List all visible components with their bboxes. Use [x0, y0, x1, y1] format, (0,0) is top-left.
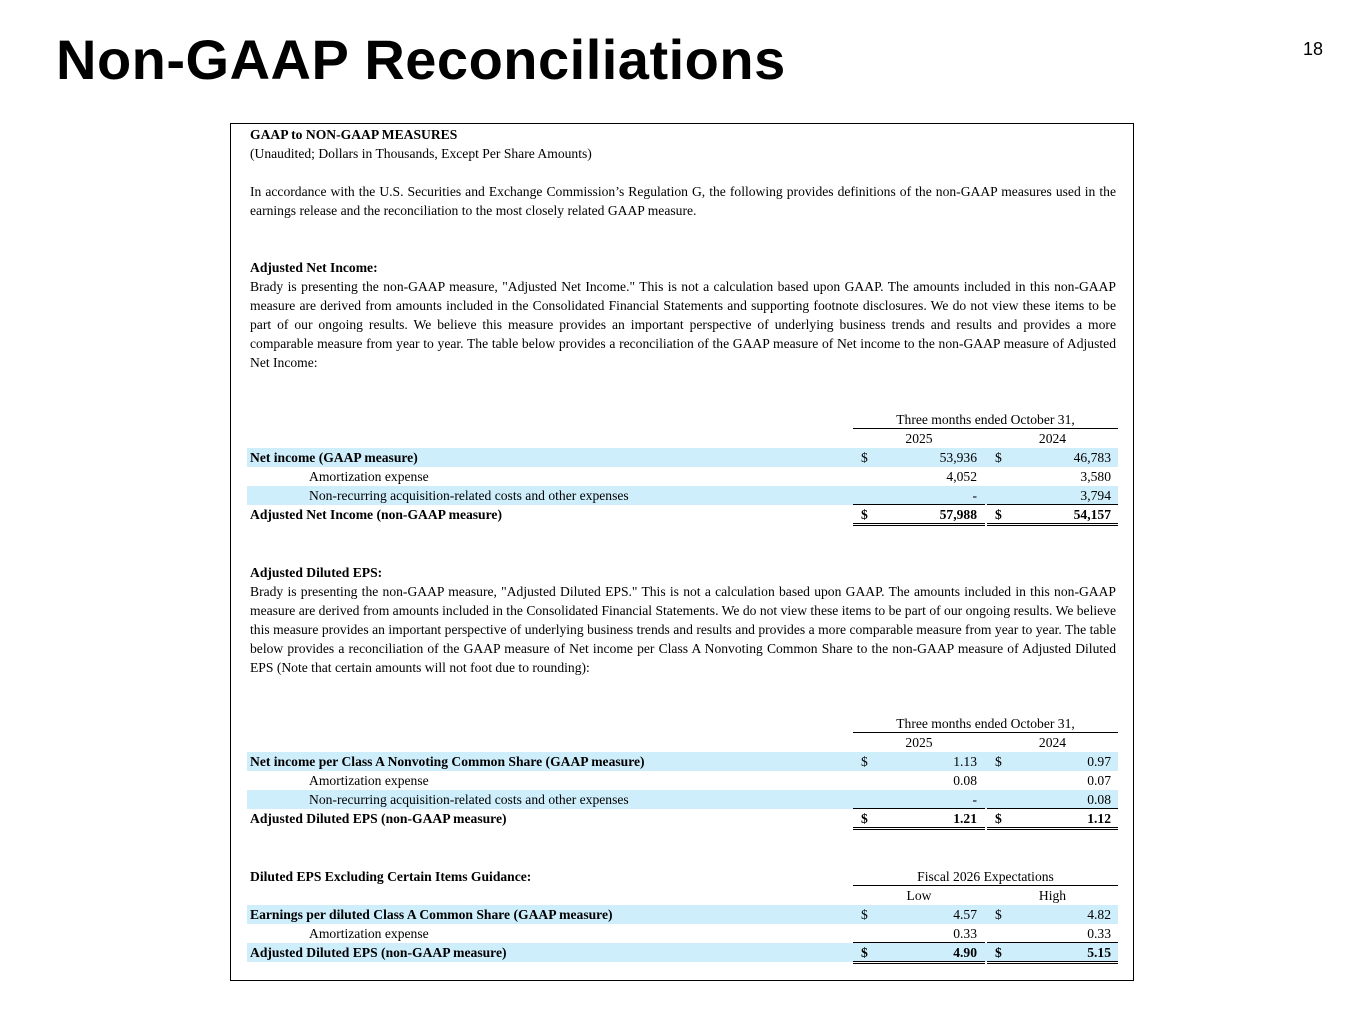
reconciliation-panel — [230, 123, 1134, 981]
value-2025: - — [972, 792, 977, 807]
table-row — [247, 790, 1118, 809]
intro-paragraph: In accordance with the U.S. Securities and Exchange Commission’s Regulation G, the following provides definitions of the non-GAAP measures used in the earnings release and the reconciliation to the most closely related GAAP measure. — [250, 184, 1116, 218]
value-2024: 1.12 — [1087, 811, 1111, 826]
row-label: Amortization expense — [309, 469, 429, 484]
value-2025: 1.21 — [953, 811, 977, 826]
currency-symbol: $ — [861, 507, 868, 522]
net-income-period-header: Three months ended October 31, — [896, 412, 1075, 427]
value-low: 4.57 — [953, 907, 977, 922]
eps-paragraph: Brady is presenting the non-GAAP measure, "Adjusted Diluted EPS." This is not a calculation based upon GAAP. The amounts included in this non-GAAP measure are derived from amounts included in the Consolidated Financial Statements. We do not view these items to be part of our ongoing results. We believe this measure provides an important perspective of underlying business trends and results and provides a more comparable measure from year to year. The table below provides a reconciliation of the GAAP measure of Net income per Class A Nonvoting Common Share to the non-GAAP measure of Adjusted Diluted EPS (Note that certain amounts will not foot due to rounding): — [250, 584, 1116, 675]
total-rule — [987, 963, 1118, 964]
row-label: Earnings per diluted Class A Common Share (GAAP measure) — [250, 907, 613, 922]
total-rule — [987, 829, 1118, 830]
value-2025: 53,936 — [939, 450, 977, 465]
row-label: Adjusted Net Income (non-GAAP measure) — [250, 507, 502, 522]
eps-col-2025: 2025 — [905, 735, 933, 750]
value-2025: 4,052 — [946, 469, 977, 484]
currency-symbol: $ — [995, 450, 1002, 465]
page-title: Non-GAAP Reconciliations — [56, 28, 786, 91]
guidance-col-low: Low — [906, 888, 932, 903]
net-income-col-2025: 2025 — [905, 431, 933, 446]
section-heading-measures: GAAP to NON-GAAP MEASURES — [250, 127, 458, 142]
table-row — [247, 486, 1118, 505]
net-income-heading: Adjusted Net Income: — [250, 260, 378, 275]
row-label: Non-recurring acquisition-related costs and other expenses — [309, 488, 629, 503]
value-high: 5.15 — [1087, 945, 1111, 960]
value-2025: 57,988 — [939, 507, 977, 522]
value-high: 0.33 — [1087, 926, 1111, 941]
table-row — [247, 505, 1118, 524]
guidance-col-high: High — [1038, 888, 1067, 903]
value-2024: 54,157 — [1073, 507, 1111, 522]
value-2025: 0.08 — [953, 773, 977, 788]
table-row — [247, 809, 1118, 828]
table-row — [247, 905, 1118, 924]
page-number: 18 — [1303, 39, 1324, 59]
value-low: 0.33 — [953, 926, 977, 941]
table-row — [247, 467, 1118, 486]
value-2024: 0.07 — [1087, 773, 1111, 788]
value-2025: - — [972, 488, 977, 503]
units-note: (Unaudited; Dollars in Thousands, Except Per Share Amounts) — [250, 146, 592, 161]
total-rule — [987, 523, 1118, 524]
value-2024: 0.97 — [1087, 754, 1111, 769]
currency-symbol: $ — [861, 945, 868, 960]
total-rule — [853, 525, 985, 526]
currency-symbol: $ — [861, 450, 868, 465]
total-rule — [987, 827, 1118, 828]
total-rule — [853, 827, 985, 828]
eps-period-header: Three months ended October 31, — [896, 716, 1075, 731]
net-income-col-2024: 2024 — [1038, 431, 1067, 446]
row-label: Amortization expense — [309, 773, 429, 788]
value-2024: 46,783 — [1073, 450, 1111, 465]
guidance-period-header: Fiscal 2026 Expectations — [917, 869, 1054, 884]
eps-col-2024: 2024 — [1038, 735, 1067, 750]
net-income-paragraph: Brady is presenting the non-GAAP measure, "Adjusted Net Income." This is not a calculation based upon GAAP. The amounts included in this non-GAAP measure are derived from amounts included in the Consolidated Financial Statements and supporting footnote disclosures. We do not view these items to be part of our ongoing results. We believe this measure provides an important perspective of underlying business trends and results and provides a more comparable measure from year to year. The table below provides a reconciliation of the GAAP measure of Net income to the non-GAAP measure of Adjusted Net Income: — [250, 279, 1116, 370]
value-2024: 3,580 — [1080, 469, 1111, 484]
total-rule — [853, 523, 985, 524]
row-label: Net income (GAAP measure) — [250, 450, 418, 465]
value-low: 4.90 — [953, 945, 977, 960]
row-label: Amortization expense — [309, 926, 429, 941]
guidance-heading: Diluted EPS Excluding Certain Items Guidance: — [250, 869, 532, 884]
row-label: Net income per Class A Nonvoting Common Share (GAAP measure) — [250, 754, 645, 769]
total-rule — [853, 963, 985, 964]
value-2025: 1.13 — [953, 754, 977, 769]
table-row — [247, 752, 1118, 771]
value-2024: 3,794 — [1080, 488, 1111, 503]
currency-symbol: $ — [861, 754, 868, 769]
table-row — [247, 924, 1118, 943]
currency-symbol: $ — [995, 754, 1002, 769]
table-row — [247, 943, 1118, 962]
currency-symbol: $ — [861, 811, 868, 826]
total-rule — [987, 525, 1118, 526]
value-high: 4.82 — [1087, 907, 1111, 922]
currency-symbol: $ — [995, 945, 1002, 960]
row-label: Adjusted Diluted EPS (non-GAAP measure) — [250, 811, 507, 826]
currency-symbol: $ — [861, 907, 868, 922]
currency-symbol: $ — [995, 507, 1002, 522]
table-row — [247, 448, 1118, 467]
total-rule — [853, 829, 985, 830]
row-label: Adjusted Diluted EPS (non-GAAP measure) — [250, 945, 507, 960]
total-rule — [853, 961, 985, 962]
table-row — [247, 771, 1118, 790]
value-2024: 0.08 — [1087, 792, 1111, 807]
row-label: Non-recurring acquisition-related costs and other expenses — [309, 792, 629, 807]
currency-symbol: $ — [995, 907, 1002, 922]
currency-symbol: $ — [995, 811, 1002, 826]
eps-heading: Adjusted Diluted EPS: — [250, 565, 383, 580]
total-rule — [987, 961, 1118, 962]
